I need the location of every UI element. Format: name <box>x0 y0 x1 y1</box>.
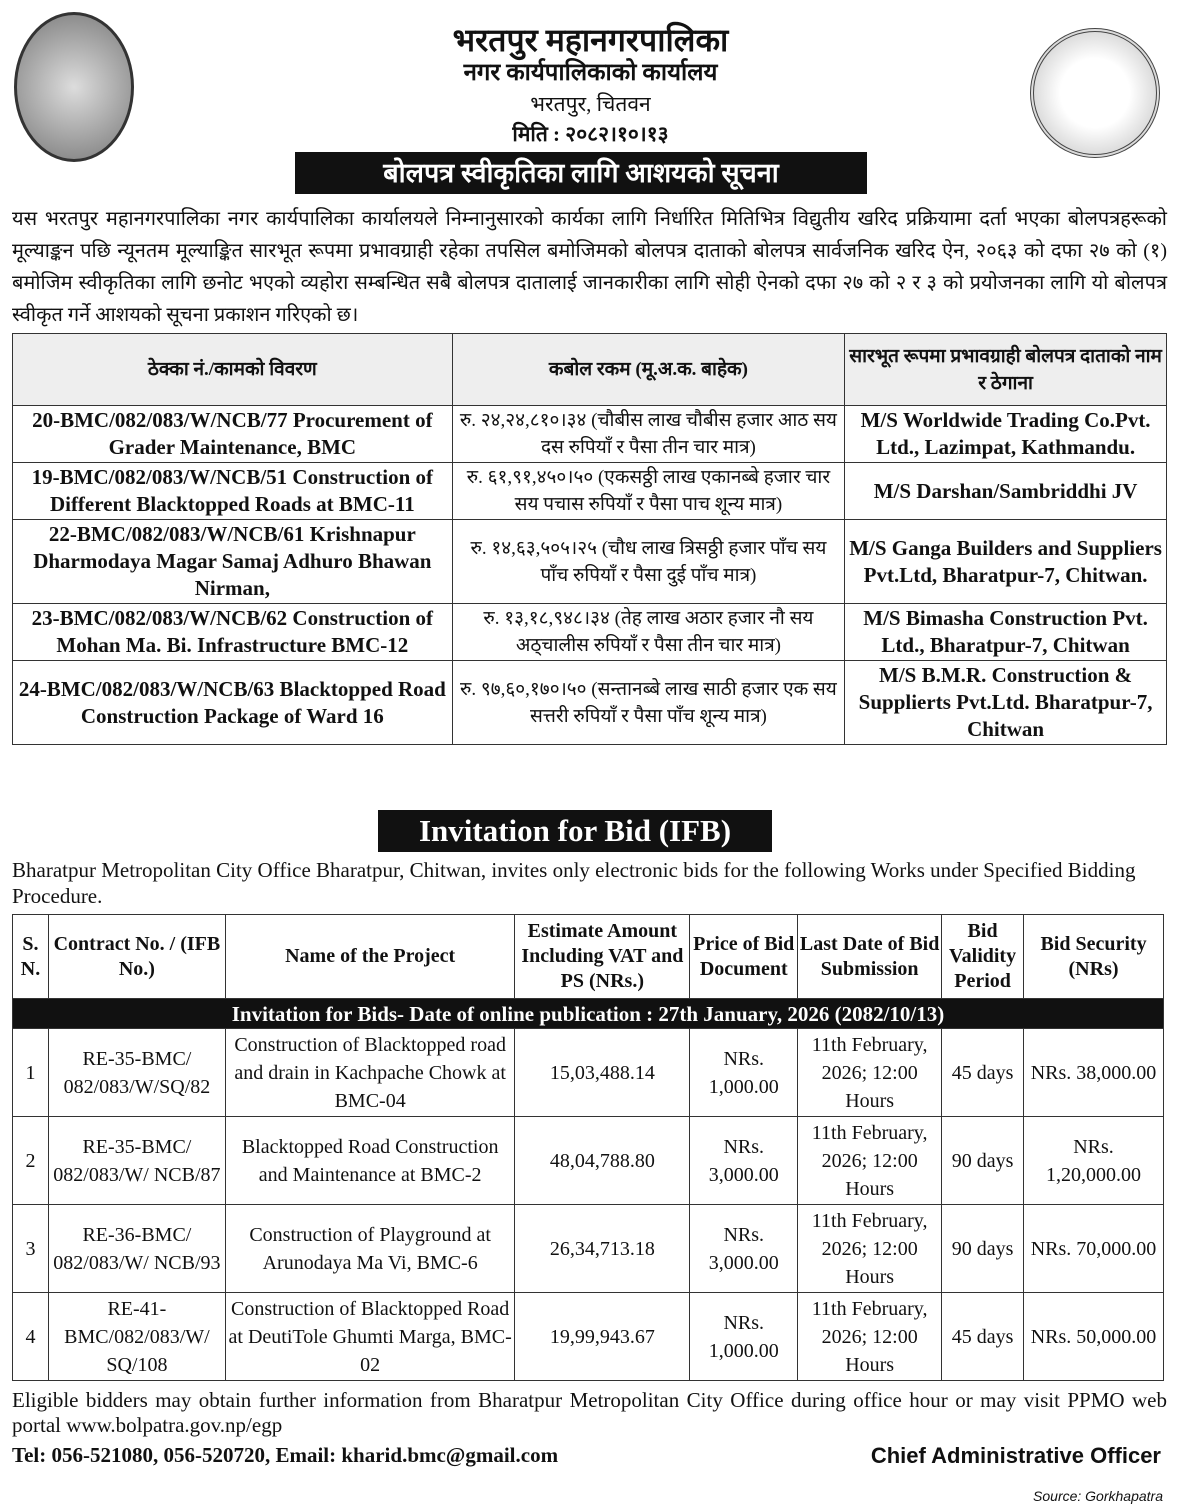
ifb-table <box>12 914 1164 1381</box>
price-cell: NRs. 3,000.00 <box>690 1117 798 1205</box>
security-cell: NRs. 1,20,000.00 <box>1024 1117 1164 1205</box>
sn-cell: 3 <box>13 1205 49 1293</box>
table-row <box>13 1117 1164 1205</box>
notice-title: बोलपत्र स्वीकृतिका लागि आशयको सूचना <box>295 152 867 194</box>
estimate-cell: 48,04,788.80 <box>515 1117 690 1205</box>
last-date-cell: 11th February, 2026; 12:00 Hours <box>798 1029 942 1117</box>
column-header: Last Date of Bid Submission <box>798 915 942 999</box>
validity-cell: 90 days <box>942 1205 1024 1293</box>
bidder-name: M/S Worldwide Trading Co.Pvt. Ltd., Lazimpat, Kathmandu. <box>845 406 1167 463</box>
work-description: 23-BMC/082/083/W/NCB/62 Construction of Mohan Ma. Bi. Infrastructure BMC-12 <box>13 604 453 661</box>
column-header: ठेक्का नं./कामको विवरण <box>13 334 453 406</box>
table-row <box>13 520 1167 604</box>
footer-contact: Tel: 056-521080, 056-520720, Email: kharid.bmc@gmail.com <box>12 1443 559 1467</box>
table-row <box>13 1029 1164 1117</box>
bidder-name: M/S B.M.R. Construction & Supplierts Pvt.Ltd. Bharatpur-7, Chitwan <box>845 661 1167 745</box>
publication-date-band: Invitation for Bids- Date of online publication : 27th January, 2026 (2082/10/13) <box>13 999 1164 1029</box>
column-header: Name of the Project <box>225 915 515 999</box>
table-row <box>13 463 1167 520</box>
price-cell: NRs. 1,000.00 <box>690 1293 798 1381</box>
award-table <box>12 333 1167 745</box>
column-header: कबोल रकम (मू.अ.क. बाहेक) <box>452 334 845 406</box>
sn-cell: 1 <box>13 1029 49 1117</box>
column-header: Bid Security (NRs) <box>1024 915 1164 999</box>
signatory: Chief Administrative Officer <box>870 1443 1161 1468</box>
bidder-name: M/S Bimasha Construction Pvt. Ltd., Bharatpur-7, Chitwan <box>845 604 1167 661</box>
source-credit: Source: Gorkhapatra <box>1033 1488 1163 1504</box>
column-header: Bid Validity Period <box>942 915 1024 999</box>
column-header: सारभूत रूपमा प्रभावग्राही बोलपत्र दाताको नाम र ठेगाना <box>845 334 1167 406</box>
contract-cell: RE-41- BMC/082/083/W/ SQ/108 <box>48 1293 225 1381</box>
work-description: 20-BMC/082/083/W/NCB/77 Procurement of Grader Maintenance, BMC <box>13 406 453 463</box>
table-row <box>13 661 1167 745</box>
bid-amount: रु. १३,१८,९४८।३४ (तेह लाख अठार हजार नौ सय अठ्चालीस रुपियाँ र पैसा तीन चार मात्र) <box>452 604 845 661</box>
sn-cell: 4 <box>13 1293 49 1381</box>
bid-amount: रु. ९७,६०,१७०।५० (सन्तानब्बे लाख साठी हजार एक सय सत्तरी रुपियाँ र पैसा पाँच शून्य मात्र) <box>452 661 845 745</box>
last-date-cell: 11th February, 2026; 12:00 Hours <box>798 1205 942 1293</box>
project-cell: Construction of Blacktopped Road at DeutiTole Ghumti Marga, BMC-02 <box>225 1293 515 1381</box>
security-cell: NRs. 38,000.00 <box>1024 1029 1164 1117</box>
letterhead <box>0 0 1181 195</box>
bid-amount: रु. १४,६३,५०५।२५ (चौध लाख त्रिसठ्ठी हजार पाँच सय पाँच रुपियाँ र पैसा दुई पाँच मात्र) <box>452 520 845 604</box>
last-date-cell: 11th February, 2026; 12:00 Hours <box>798 1117 942 1205</box>
validity-cell: 45 days <box>942 1029 1024 1117</box>
project-cell: Construction of Playground at Arunodaya Ma Vi, BMC-6 <box>225 1205 515 1293</box>
work-description: 24-BMC/082/083/W/NCB/63 Blacktopped Road Construction Package of Ward 16 <box>13 661 453 745</box>
security-cell: NRs. 70,000.00 <box>1024 1205 1164 1293</box>
contract-cell: RE-36-BMC/ 082/083/W/ NCB/93 <box>48 1205 225 1293</box>
office-location: भरतपुर, चितवन <box>530 92 651 116</box>
estimate-cell: 15,03,488.14 <box>515 1029 690 1117</box>
intro-paragraph: यस भरतपुर महानगरपालिका नगर कार्यपालिका कार्यालयले निम्नानुसारको कार्यका लागि निर्धारित मितिभित्र विद्युतीय खरिद प्रक्रियामा दर्ता भएका बोलपत्रहरूको मूल्याङ्कन पछि न्यूनतम मूल्याङ्कित सारभूत रूपमा प्रभावग्राही रहेका तपसिल बमोजिमको बोलपत्र दाताको बोलपत्र सार्वजनिक खरिद ऐन, २०६३ को दफा २७ को (१) बमोजिम स्वीकृतिका लागि छनोट भएको व्यहोरा सम्बन्धित सबै बोलपत्र दातालाई जानकारीका लागि सोही ऐनको दफा २७ को २ र ३ को प्रयोजनका लागि यो बोलपत्र स्वीकृत गर्ने आशयको सूचना प्रकाशन गरिएको छ। <box>12 208 1167 326</box>
table-row <box>13 604 1167 661</box>
price-cell: NRs. 3,000.00 <box>690 1205 798 1293</box>
table-row <box>13 1293 1164 1381</box>
project-cell: Construction of Blacktopped road and drain in Kachpache Chowk at BMC-04 <box>225 1029 515 1117</box>
ifb-title: Invitation for Bid (IFB) <box>378 810 772 852</box>
contract-cell: RE-35-BMC/ 082/083/W/ NCB/87 <box>48 1117 225 1205</box>
work-description: 19-BMC/082/083/W/NCB/51 Construction of Different Blacktopped Roads at BMC-11 <box>13 463 453 520</box>
ifb-intro: Bharatpur Metropolitan City Office Bharatpur, Chitwan, invites only electronic bids for the following Works under Specified Bidding Procedure. <box>12 858 1136 908</box>
security-cell: NRs. 50,000.00 <box>1024 1293 1164 1381</box>
bid-amount: रु. ६१,९१,४५०।५० (एकसठ्ठी लाख एकानब्बे हजार चार सय पचास रुपियाँ र पैसा पाच शून्य मात्र) <box>452 463 845 520</box>
footer-info: Eligible bidders may obtain further information from Bharatpur Metropolitan City Office during office hour or may visit PPMO web portal www.bolpatra.gov.np/egp <box>12 1388 1167 1437</box>
notice-date: मिति : २०८२।१०।१३ <box>512 122 669 146</box>
last-date-cell: 11th February, 2026; 12:00 Hours <box>798 1293 942 1381</box>
bidder-name: M/S Darshan/Sambriddhi JV <box>845 463 1167 520</box>
project-cell: Blacktopped Road Construction and Maintenance at BMC-2 <box>225 1117 515 1205</box>
office-title: भरतपुर महानगरपालिका <box>452 22 729 58</box>
sn-cell: 2 <box>13 1117 49 1205</box>
office-subtitle: नगर कार्यपालिकाको कार्यालय <box>463 60 718 86</box>
validity-cell: 90 days <box>942 1117 1024 1205</box>
column-header: S. N. <box>13 915 49 999</box>
column-header: Estimate Amount Including VAT and PS (NRs.) <box>515 915 690 999</box>
validity-cell: 45 days <box>942 1293 1024 1381</box>
work-description: 22-BMC/082/083/W/NCB/61 Krishnapur Dharmodaya Magar Samaj Adhuro Bhawan Nirman, <box>13 520 453 604</box>
bid-amount: रु. २४,२४,८१०।३४ (चौबीस लाख चौबीस हजार आठ सय दस रुपियाँ र पैसा तीन चार मात्र) <box>452 406 845 463</box>
price-cell: NRs. 1,000.00 <box>690 1029 798 1117</box>
contract-cell: RE-35-BMC/ 082/083/W/SQ/82 <box>48 1029 225 1117</box>
table-row <box>13 406 1167 463</box>
estimate-cell: 19,99,943.67 <box>515 1293 690 1381</box>
bidder-name: M/S Ganga Builders and Suppliers Pvt.Ltd, Bharatpur-7, Chitwan. <box>845 520 1167 604</box>
estimate-cell: 26,34,713.18 <box>515 1205 690 1293</box>
column-header: Contract No. / (IFB No.) <box>48 915 225 999</box>
table-row <box>13 1205 1164 1293</box>
column-header: Price of Bid Document <box>690 915 798 999</box>
